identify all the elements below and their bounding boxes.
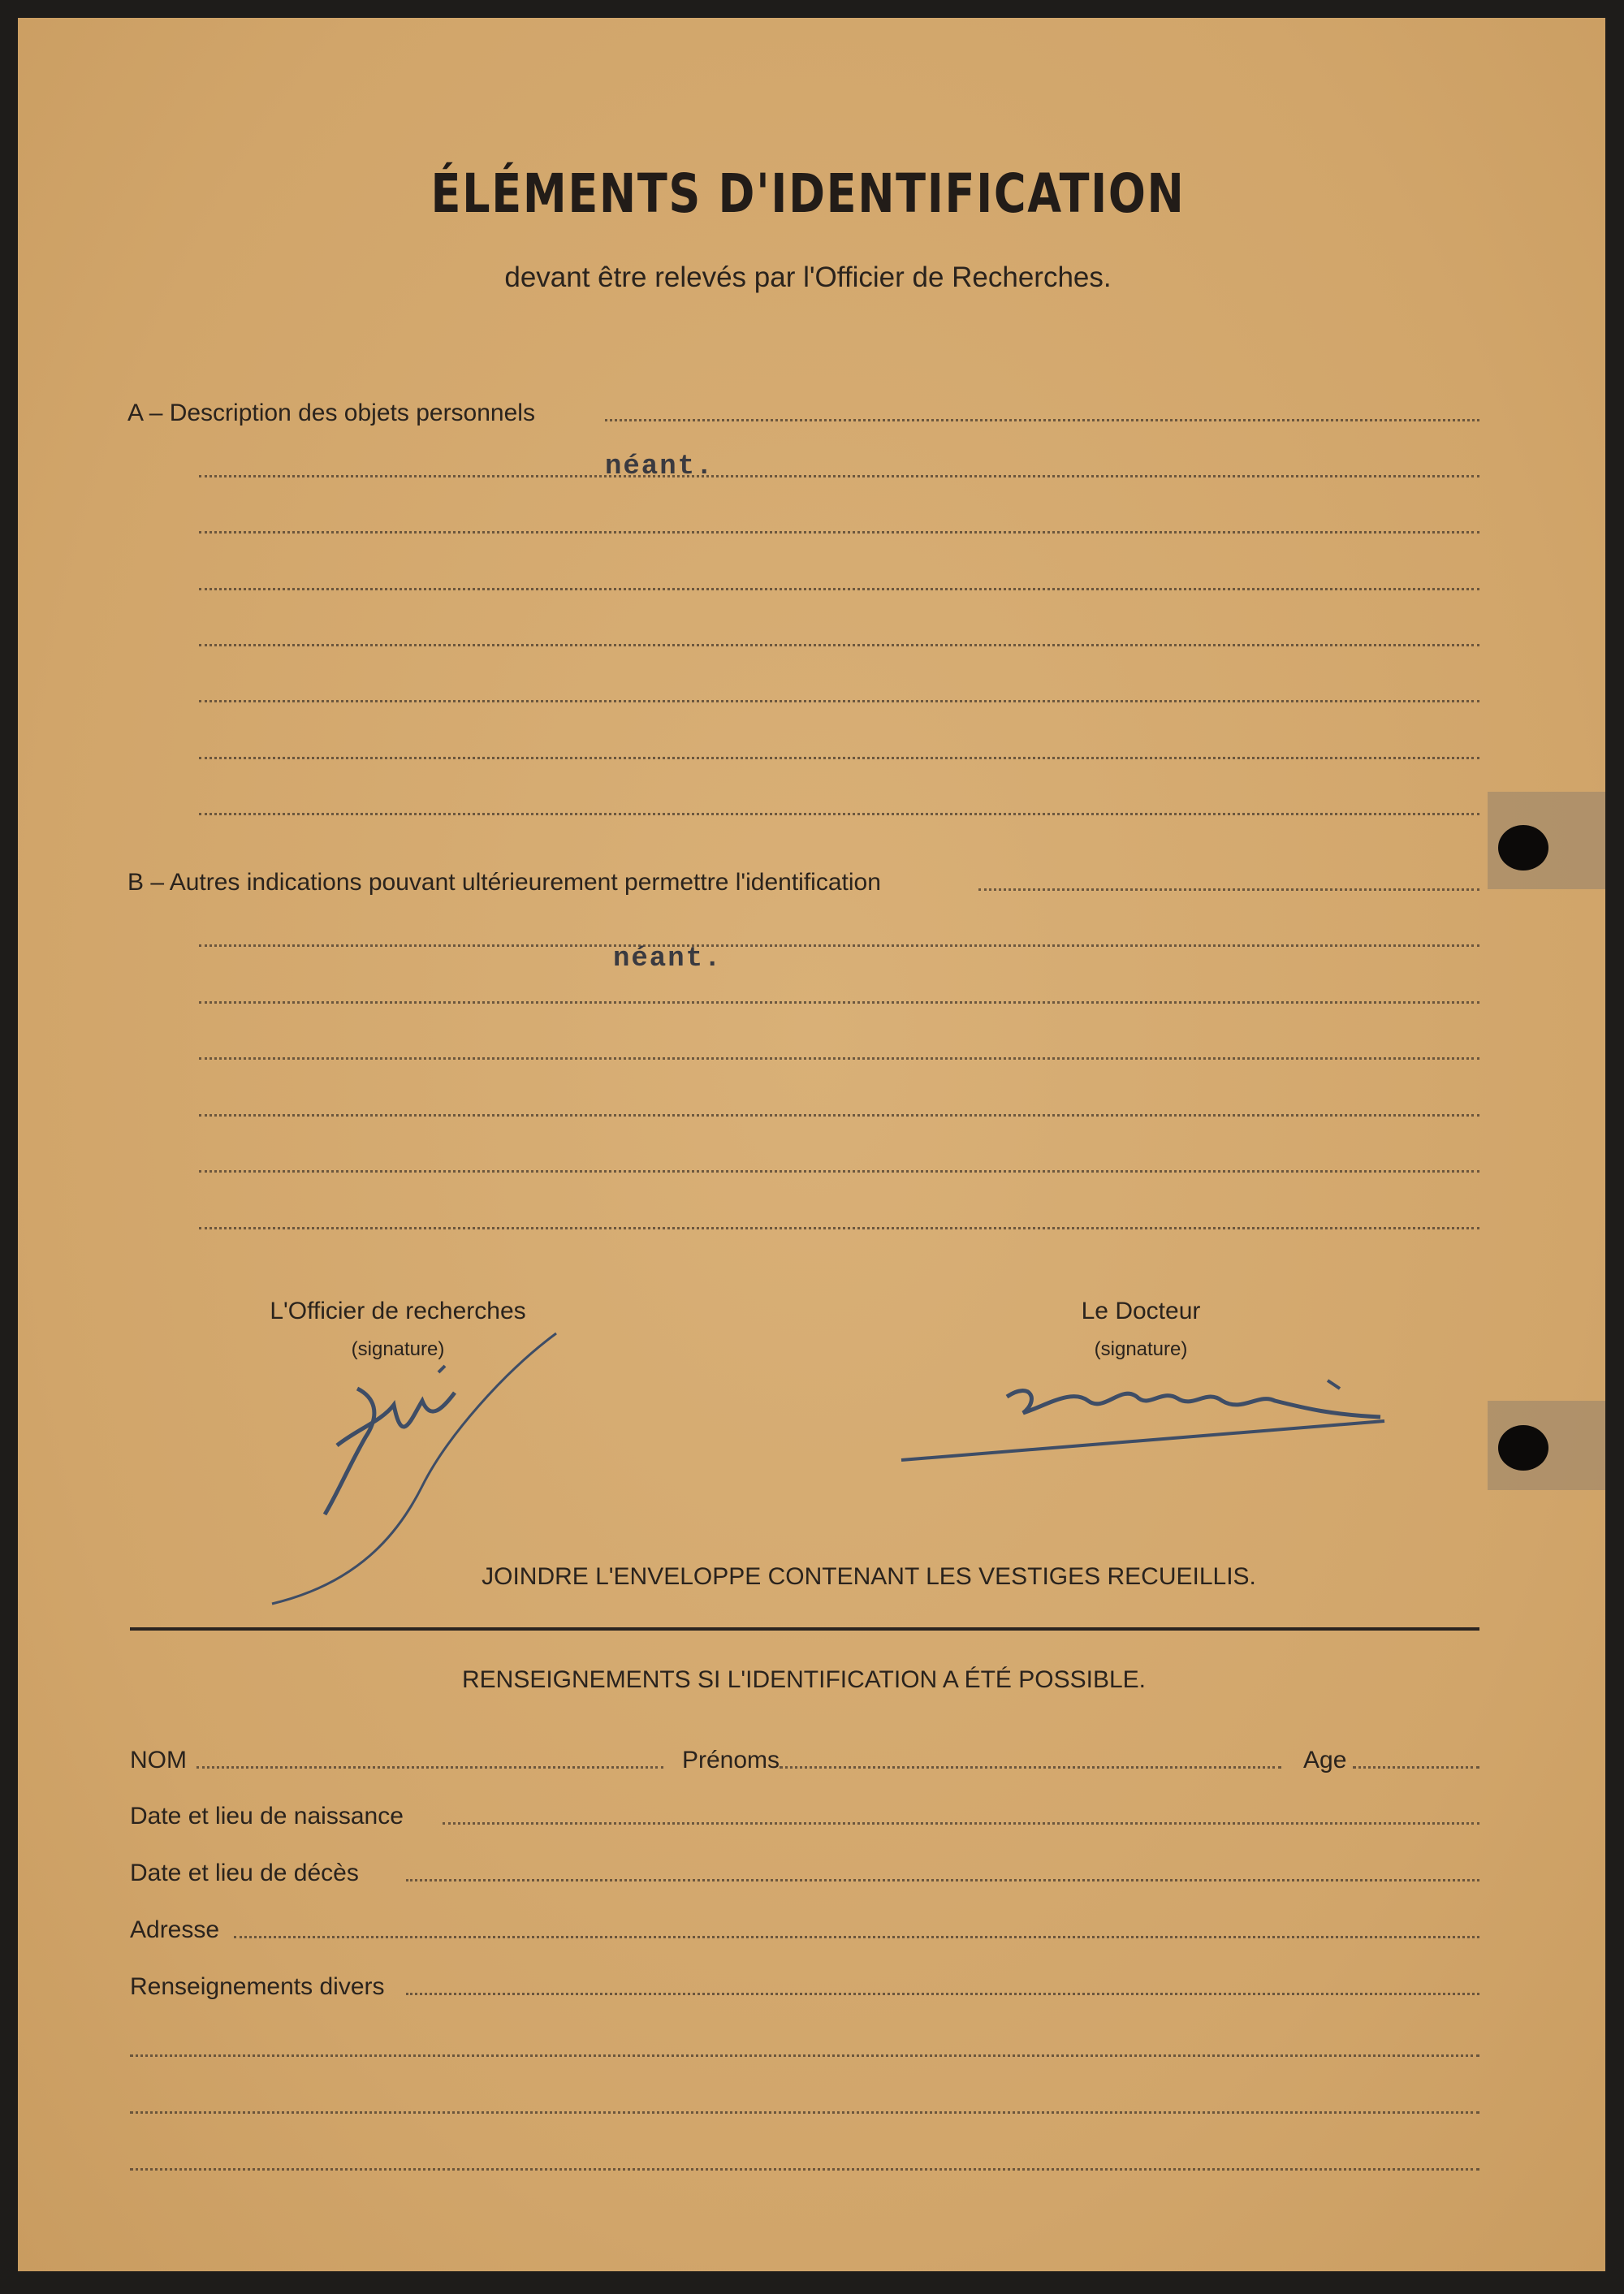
section-a-line <box>199 531 1479 534</box>
section-b-value: néant. <box>613 944 723 974</box>
nom-label: NOM <box>130 1747 187 1773</box>
adresse-line <box>234 1936 1479 1938</box>
doctor-signature <box>901 1364 1389 1470</box>
deces-line <box>406 1879 1479 1881</box>
section-b-line <box>978 888 1479 891</box>
adresse-label: Adresse <box>130 1916 220 1943</box>
section-b-line <box>199 944 1479 947</box>
officer-title: L'Officier de recherches <box>270 1298 526 1324</box>
section-b-line <box>199 1001 1479 1004</box>
divers-line <box>130 2111 1479 2114</box>
naissance-label: Date et lieu de naissance <box>130 1803 404 1830</box>
prenoms-line <box>780 1766 1281 1769</box>
section-a-line <box>199 700 1479 702</box>
instruction-text: JOINDRE L'ENVELOPPE CONTENANT LES VESTIGES RECUEILLIS. <box>482 1563 1256 1590</box>
section-a-line <box>199 588 1479 590</box>
naissance-line <box>443 1822 1479 1825</box>
section-a-line <box>199 757 1479 759</box>
section-divider <box>130 1627 1479 1631</box>
section-b-line <box>199 1170 1479 1173</box>
form-subtitle: devant être relevés par l'Officier de Recherches. <box>504 261 1112 293</box>
section-a-line <box>199 813 1479 815</box>
form-sheet <box>18 18 1605 2271</box>
section-a-label: A – Description des objets personnels <box>127 400 535 426</box>
prenoms-label: Prénoms <box>682 1747 780 1773</box>
section-a-value: néant. <box>605 451 715 482</box>
punch-hole <box>1498 825 1548 871</box>
age-line <box>1353 1766 1479 1769</box>
section-a-line <box>199 644 1479 646</box>
deces-label: Date et lieu de décès <box>130 1860 359 1886</box>
section-a-line <box>199 475 1479 477</box>
form-title: ÉLÉMENTS D'IDENTIFICATION <box>430 162 1186 225</box>
divers-line <box>130 2168 1479 2171</box>
nom-line <box>197 1766 663 1769</box>
age-label: Age <box>1303 1747 1347 1773</box>
punch-hole <box>1498 1425 1548 1471</box>
section-b-label: B – Autres indications pouvant ultérieurement permettre l'identification <box>127 869 881 896</box>
doctor-title: Le Docteur <box>1081 1298 1201 1324</box>
divers-label: Renseignements divers <box>130 1973 385 2000</box>
section-b-line <box>199 1227 1479 1229</box>
identification-heading: RENSEIGNEMENTS SI L'IDENTIFICATION A ÉTÉ POSSIBLE. <box>461 1666 1147 1693</box>
section-b-line <box>199 1057 1479 1060</box>
doctor-signature-note: (signature) <box>1094 1338 1188 1360</box>
officer-signature-note: (signature) <box>351 1338 445 1360</box>
divers-line <box>406 1993 1479 1995</box>
section-a-line <box>605 419 1479 421</box>
section-b-line <box>199 1114 1479 1117</box>
divers-line <box>130 2054 1479 2057</box>
